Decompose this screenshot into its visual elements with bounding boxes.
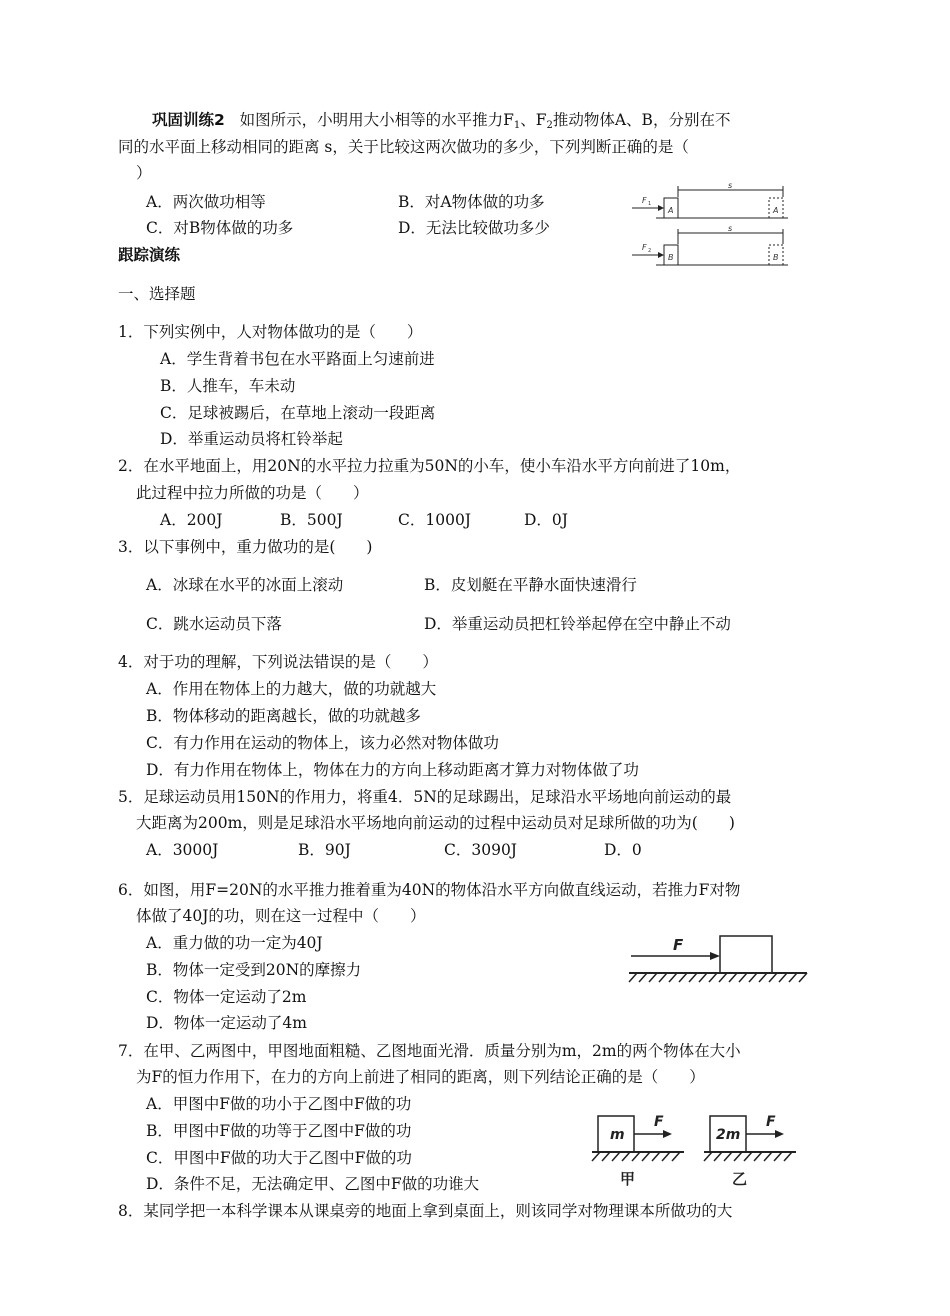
hatch-mark [622,1152,630,1161]
q3-option-c: C．跳水运动员下落 [146,615,282,633]
push-blocks-figure [628,180,796,272]
box-a-label: A [668,206,674,215]
force-f2-sub: 2 [648,248,652,254]
hatch-mark [642,1152,650,1161]
force-f1-head [658,205,664,211]
hatch-mark [779,973,787,982]
q7-option-a: A．甲图中F做的功小于乙图中F做的功 [146,1095,412,1113]
q7-mass-m-label: m [610,1127,625,1143]
distance-b-label: s [728,224,733,233]
q5-option-d: D．0 [604,841,642,859]
gonggu-stem-line2: 同的水平面上移动相同的距离 s，关于比较这两次做功的多少，下列判断正确的是（ [118,138,689,156]
q4-option-b: B．物体移动的距离越长，做的功就越多 [146,707,421,725]
q4-option-a: A．作用在物体上的力越大，做的功就越大 [146,680,437,698]
gonggu-stem-line3: ） [136,164,152,182]
q6-block [720,936,772,973]
q7-stem-line2: 为F的恒力作用下，在力的方向上前进了相同的距离，则下列结论正确的是（ ） [136,1068,705,1086]
q7-option-d: D．条件不足，无法确定甲、乙图中F做的功谁大 [146,1175,480,1193]
hatch-mark [749,973,757,982]
hatch-mark [639,973,647,982]
gonggu-stem-pre: 如图所示，小明用大小相等的水平推力F [239,111,514,129]
q6-option-a: A．重力做的功一定为40J [146,934,323,952]
gonggu-option-c: C．对B物体做的功多 [146,219,294,237]
hatch-mark [714,1152,722,1161]
q2-option-b: B．500J [280,511,343,529]
hatch-mark [659,973,667,982]
hatch-mark [734,1152,742,1161]
q5-option-a: A．3000J [146,841,219,859]
q6-stem-line1: 6．如图，用F=20N的水平推力推着重为40N的物体沿水平方向做直线运动，若推力F对物 [118,881,741,899]
distance-a-label: s [728,181,733,190]
hatch-mark [719,973,727,982]
q8-stem-line1: 8．某同学把一本科学课本从课桌旁的地面上拿到桌面上，则该同学对物理课本所做功的大 [118,1202,733,1220]
q2-stem-line2: 此过程中拉力所做的功是（ ） [136,484,369,502]
q6-force-head [710,952,720,960]
hatch-mark [679,973,687,982]
q7-force-label-1: F [654,1114,664,1130]
q5-option-c: C．3090J [444,841,518,859]
q7-option-c: C．甲图中F做的功大于乙图中F做的功 [146,1149,412,1167]
q4-option-d: D．有力作用在物体上，物体在力的方向上移动距离才算力对物体做了功 [146,761,639,779]
q7-force-label-2: F [766,1114,776,1130]
gonggu-sep: 、F [520,111,547,129]
q7-label-yi: 乙 [732,1170,748,1188]
q5-option-b: B．90J [298,841,351,859]
q4-option-c: C．有力作用在运动的物体上，该力必然对物体做功 [146,734,499,752]
q6-stem-line2: 体做了40J的功，则在这一过程中（ ） [136,907,426,925]
hatch-mark [774,1152,782,1161]
hatch-mark [612,1152,620,1161]
q7-ground-hatch [592,1152,792,1161]
box-b-label: B [668,253,674,262]
q7-label-jia: 甲 [620,1170,636,1188]
force-f2-head [658,252,664,258]
hatch-mark [784,1152,792,1161]
box-a-moved-label: A [773,206,779,215]
hatch-mark [689,973,697,982]
hatch-mark [724,1152,732,1161]
q7-option-b: B．甲图中F做的功等于乙图中F做的功 [146,1122,412,1140]
gonggu-stem-post: 推动物体A、B，分别在不 [552,111,731,129]
q6-option-b: B．物体一定受到20N的摩擦力 [146,961,362,979]
gonggu-sub2: 2 [546,120,553,131]
q7-stem-line1: 7．在甲、乙两图中，甲图地面粗糙、乙图地面光滑．质量分别为m，2m的两个物体在大小 [118,1042,741,1060]
force-f1-sub: 1 [648,201,652,207]
q3-option-d: D．举重运动员把杠铃举起停在空中静止不动 [424,615,731,633]
gonggu-line1 [152,110,730,136]
section-title: 跟踪演练 [118,246,181,264]
part-title: 一、选择题 [118,285,196,303]
q4-stem: 4．对于功的理解，下列说法错误的是（ ） [118,653,438,671]
q1-option-d: D．举重运动员将杠铃举起 [160,430,343,448]
force-f1-label: F [642,196,647,205]
q5-stem-line1: 5．足球运动员用150N的作用力，将重4．5N的足球踢出，足球沿水平场地向前运动的最 [118,788,732,806]
gonggu-option-a: A．两次做功相等 [146,193,266,211]
hatch-mark [704,1152,712,1161]
gonggu-option-b: B．对A物体做的功多 [398,193,545,211]
q7-figure [588,1108,803,1190]
hatch-mark [764,1152,772,1161]
hatch-mark [592,1152,600,1161]
q6-force-label: F [673,936,684,954]
q7-force-head-1 [663,1130,672,1138]
hatch-mark [652,1152,660,1161]
hatch-mark [769,973,777,982]
hatch-mark [754,1152,762,1161]
q6-ground-hatch [629,973,807,982]
q7-force-head-2 [775,1130,784,1138]
hatch-mark [799,973,807,982]
hatch-mark [729,973,737,982]
q3-option-b: B．皮划艇在平静水面快速滑行 [424,576,637,594]
q2-option-d: D．0J [524,511,569,529]
hatch-mark [632,1152,640,1161]
gonggu-sub1: 1 [513,120,521,131]
q1-stem: 1．下列实例中，人对物体做功的是（ ） [118,323,423,341]
q2-stem-line1: 2．在水平地面上，用20N的水平拉力拉重为50N的小车，使小车沿水平方向前进了10m， [118,457,741,475]
q6-option-c: C．物体一定运动了2m [146,988,307,1006]
q6-option-d: D．物体一定运动了4m [146,1014,307,1032]
q2-option-c: C．1000J [398,511,472,529]
box-b-moved-label: B [773,253,779,262]
hatch-mark [739,973,747,982]
hatch-mark [709,973,717,982]
q6-figure [625,930,810,998]
hatch-mark [662,1152,670,1161]
q7-mass-2m-label: 2m [716,1127,741,1143]
q3-option-a: A．冰球在水平的冰面上滚动 [146,576,344,594]
hatch-mark [744,1152,752,1161]
q3-stem: 3．以下事例中，重力做功的是( ) [118,538,373,556]
q1-option-b: B．人推车，车未动 [160,377,296,395]
gonggu-option-d: D．无法比较做功多少 [398,219,550,237]
hatch-mark [672,1152,680,1161]
gonggu-label: 巩固训练2 [152,111,225,129]
q1-option-a: A．学生背着书包在水平路面上匀速前进 [160,350,435,368]
hatch-mark [699,973,707,982]
hatch-mark [602,1152,610,1161]
q2-option-a: A．200J [160,511,223,529]
hatch-mark [759,973,767,982]
force-f2-label: F [642,243,647,252]
hatch-mark [669,973,677,982]
hatch-mark [649,973,657,982]
q1-option-c: C．足球被踢后，在草地上滚动一段距离 [160,404,436,422]
q5-stem-line2: 大距离为200m，则是足球沿水平场地向前运动的过程中运动员对足球所做的功为( ) [136,814,735,832]
hatch-mark [629,973,637,982]
hatch-mark [789,973,797,982]
